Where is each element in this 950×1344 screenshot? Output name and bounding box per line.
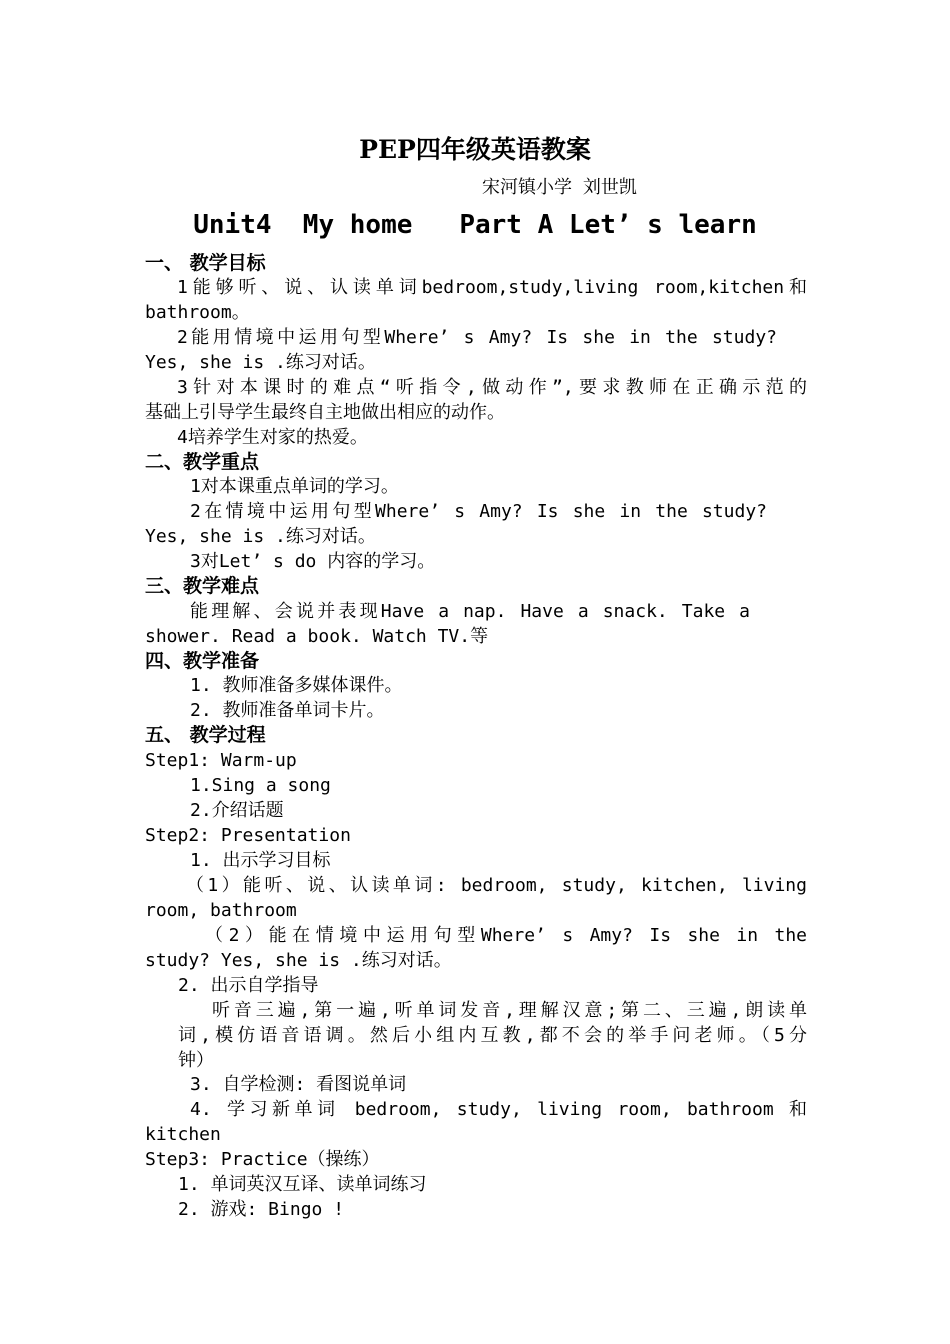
text-line: Step3: Practice（操练） <box>145 1149 380 1170</box>
text-line: kitchen <box>145 1124 221 1145</box>
text-line: 3针对本课时的难点“听指令,做动作”,要求教师在正确示范的 <box>177 377 807 398</box>
text-line: （2）能在情境中运用句型Where’ s Amy? Is she in the <box>205 925 807 946</box>
text-line: Yes, she is .练习对话。 <box>145 526 376 547</box>
author-line: 宋河镇小学 刘世凯 <box>482 177 637 198</box>
text-line: 1. 出示学习目标 <box>190 850 331 871</box>
text-line: 2.介绍话题 <box>190 800 284 821</box>
text-line: 1. 单词英汉互译、读单词练习 <box>178 1174 427 1195</box>
text-line: （1）能听、说、认读单词: bedroom, study, kitchen, living <box>186 875 807 896</box>
document-title: PEP四年级英语教案 <box>359 135 591 164</box>
text-line: 3对Let’ s do 内容的学习。 <box>190 551 436 572</box>
text-line: 钟） <box>178 1050 214 1071</box>
text-line: 2在情境中运用句型Where’ s Amy? Is she in the study? <box>190 501 767 522</box>
text-line: Step1: Warm-up <box>145 750 297 771</box>
text-line: Yes, she is .练习对话。 <box>145 352 376 373</box>
section-heading-preparation: 四、教学准备 <box>145 650 260 672</box>
text-line: 2能用情境中运用句型Where’ s Amy? Is she in the study? <box>177 327 777 348</box>
text-line: 1对本课重点单词的学习。 <box>190 476 399 497</box>
unit-title: Unit4 My home Part A Let’ s learn <box>193 210 757 240</box>
text-line: 3. 自学检测: 看图说单词 <box>190 1074 407 1095</box>
text-line: shower. Read a book. Watch TV.等 <box>145 626 489 647</box>
text-line: 1. 教师准备多媒体课件。 <box>190 675 403 696</box>
text-line: 能理解、会说并表现Have a nap. Have a snack. Take a <box>190 601 750 622</box>
section-heading-goals: 一、 教学目标 <box>145 252 266 274</box>
text-line: 2. 游戏: Bingo ! <box>178 1199 345 1220</box>
text-line: 4培养学生对家的热爱。 <box>177 427 368 448</box>
text-line: 2. 出示自学指导 <box>178 975 319 996</box>
text-line: 1.Sing a song <box>190 775 331 796</box>
text-line: 2. 教师准备单词卡片。 <box>190 700 385 721</box>
section-heading-process: 五、 教学过程 <box>145 724 266 746</box>
text-line: study? Yes, she is .练习对话。 <box>145 950 452 971</box>
text-line: 听音三遍,第一遍,听单词发音,理解汉意;第二、三遍,朗读单 <box>212 1000 807 1021</box>
text-line: room, bathroom <box>145 900 297 921</box>
text-line: bathroom。 <box>145 302 250 323</box>
text-line: 词,模仿语音语调。然后小组内互教,都不会的举手问老师。（5分 <box>178 1025 807 1046</box>
text-line: 基础上引导学生最终自主地做出相应的动作。 <box>145 402 505 423</box>
section-heading-difficulties: 三、教学难点 <box>145 575 260 597</box>
text-line: 4. 学习新单词 bedroom, study, living room, bathroom 和 <box>190 1099 807 1120</box>
text-line: Step2: Presentation <box>145 825 351 846</box>
text-line: 1能够听、说、认读单词bedroom,study,living room,kitchen和 <box>177 277 807 298</box>
section-heading-key-points: 二、教学重点 <box>145 451 260 473</box>
